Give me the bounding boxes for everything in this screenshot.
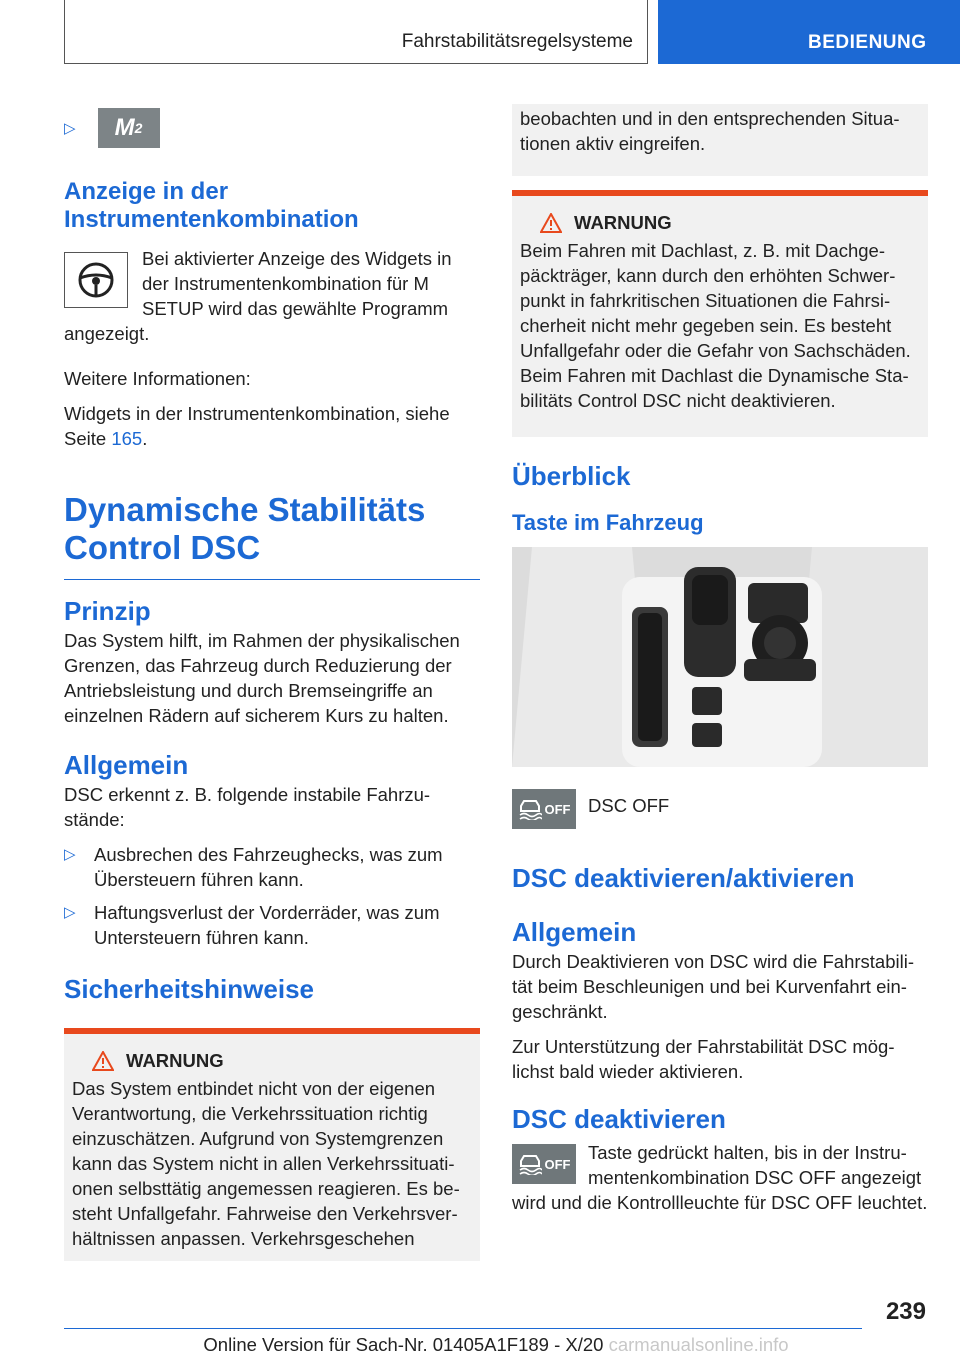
dsc-icon-label: OFF [544, 801, 571, 817]
instability-list [64, 842, 480, 950]
allgemein-para2: Zur Unterstützung der Fahrstabilität DSC möglichst bald wieder aktivieren. [512, 1036, 895, 1082]
deakt-para: Taste gedrückt halten, bis in der Instrumentenkombination DSC OFF angezeigt wird und die Kontrollleuchte für DSC OFF leuchtet. [512, 1142, 928, 1213]
widgets-page-link[interactable]: 165 [111, 428, 143, 449]
warning-triangle-icon [540, 213, 562, 233]
bullet-triangle-icon: ▷ [64, 904, 76, 921]
prinzip-para: Das System hilft, im Rahmen der physikalischen Grenzen, das Fahrzeug durch Reduzierung der Antriebsleistung und durch Bremseingriffe an einzelnen Rädern auf sicherem Kurs zu halten. [64, 630, 460, 726]
warning-box-roof [512, 190, 928, 437]
dsc-off-icon [512, 789, 576, 829]
widgets-ref-text [64, 401, 480, 451]
header-chapter-title: BEDIENUNG [808, 32, 927, 53]
ueberblick-heading: Überblick [512, 461, 631, 491]
steering-wheel-icon [64, 252, 128, 308]
taste-heading: Taste im Fahrzeug [512, 510, 704, 535]
warning-title [92, 1050, 472, 1072]
warning2-text: Beim Fahren mit Dachlast, z. B. mit Dachgepäckträger, kann durch den erhöhten Schwerpunkt in fahrkritischen Situationen die Fahrsicherheit nicht mehr gegeben sein. Es besteht Unfallgefahr oder die Gefahr von Sachschäden. Beim Fahren mit Dachlast die Dynamische Stabilitäts Control DSC nicht deaktivieren. [520, 240, 911, 411]
warning-triangle-icon [92, 1051, 114, 1071]
widgets-ref: Widgets in der Instrumentenkombination, siehe Seite [64, 403, 450, 449]
allgemein-heading: Allgemein [64, 750, 189, 780]
page-number: 239 [885, 1298, 926, 1325]
right-column [512, 104, 928, 1225]
header-section-title: Fahrstabilitätsregelsysteme [401, 31, 633, 52]
allgemein-para1: Durch Deaktivieren von DSC wird die Fahrstabilität beim Beschleunigen und bei Kurvenfahrt eingeschränkt. [512, 951, 915, 1022]
more-info-text: Weitere Informationen: [64, 368, 251, 389]
warning-box [64, 1028, 480, 1261]
center-console-photo [512, 547, 928, 767]
title-rule [64, 579, 480, 580]
list-item-text: Haftungsverlust der Vorderräder, was zum Untersteuern führen kann. [94, 902, 440, 948]
allgemein-para: DSC erkennt z. B. folgende instabile Fahrzustände: [64, 784, 431, 830]
m2-icon-sup: 2 [134, 120, 143, 136]
m2-button-icon [98, 108, 160, 148]
instr-heading: Anzeige in der Instrumentenkombination [64, 178, 359, 233]
prinzip-heading: Prinzip [64, 596, 151, 626]
instr-para: Bei aktivierter Anzeige des Widgets in der Instrumentenkombination für M SETUP wird das gewählte Programm angezeigt. [64, 248, 452, 344]
online-version-text: Online Version für Sach-Nr. 01405A1F189 - X/20 [203, 1334, 604, 1355]
watermark-text: carmanualsonline.info [608, 1334, 789, 1355]
warning-title-text: WARNUNG [574, 212, 672, 233]
dsc-icon-label: OFF [544, 1156, 571, 1172]
bullet-triangle-icon: ▷ [64, 120, 76, 137]
list-item-text: Ausbrechen des Fahrzeughecks, was zum Übersteuern führen kann. [94, 844, 443, 890]
list-item [64, 900, 480, 950]
m2-bullet [64, 108, 480, 148]
warning-continuation [512, 104, 928, 176]
m2-icon-letter: M [114, 114, 135, 141]
widgets-ref-end: . [142, 428, 148, 449]
left-column [64, 100, 480, 1261]
list-item [64, 842, 480, 892]
allgemein-heading-right: Allgemein [512, 917, 637, 947]
footer-rule [64, 1328, 862, 1329]
dsc-off-label: DSC OFF [588, 795, 670, 816]
deakt-heading: DSC deaktivieren/aktivieren [512, 863, 855, 893]
warning-title [540, 212, 920, 234]
warning-text: Das System entbindet nicht von der eigenen Verantwortung, die Verkehrssituation richtig einzuschätzen. Aufgrund von Systemgrenzen kann das System nicht in allen Verkehrssituationen selbsttätig angemessen reagieren. Es besteht Unfallgefahr. Fahrweise den Verkehrsverhältnissen anpassen. Verkehrsgeschehen [72, 1078, 460, 1249]
dsc-title: Dynamische Stabilitäts Control DSC [64, 491, 426, 566]
warning-cont-text: beobachten und in den entsprechenden Situationen aktiv eingreifen. [520, 108, 900, 154]
sicherheit-heading: Sicherheitshinweise [64, 974, 314, 1004]
deakt-subheading: DSC deaktivieren [512, 1104, 726, 1134]
warning-title-text: WARNUNG [126, 1050, 224, 1071]
bullet-triangle-icon: ▷ [64, 846, 76, 863]
header-chapter-tab[interactable] [658, 0, 960, 64]
dsc-off-icon [512, 1144, 576, 1184]
header-section [64, 0, 648, 64]
footer-text [64, 1334, 928, 1356]
